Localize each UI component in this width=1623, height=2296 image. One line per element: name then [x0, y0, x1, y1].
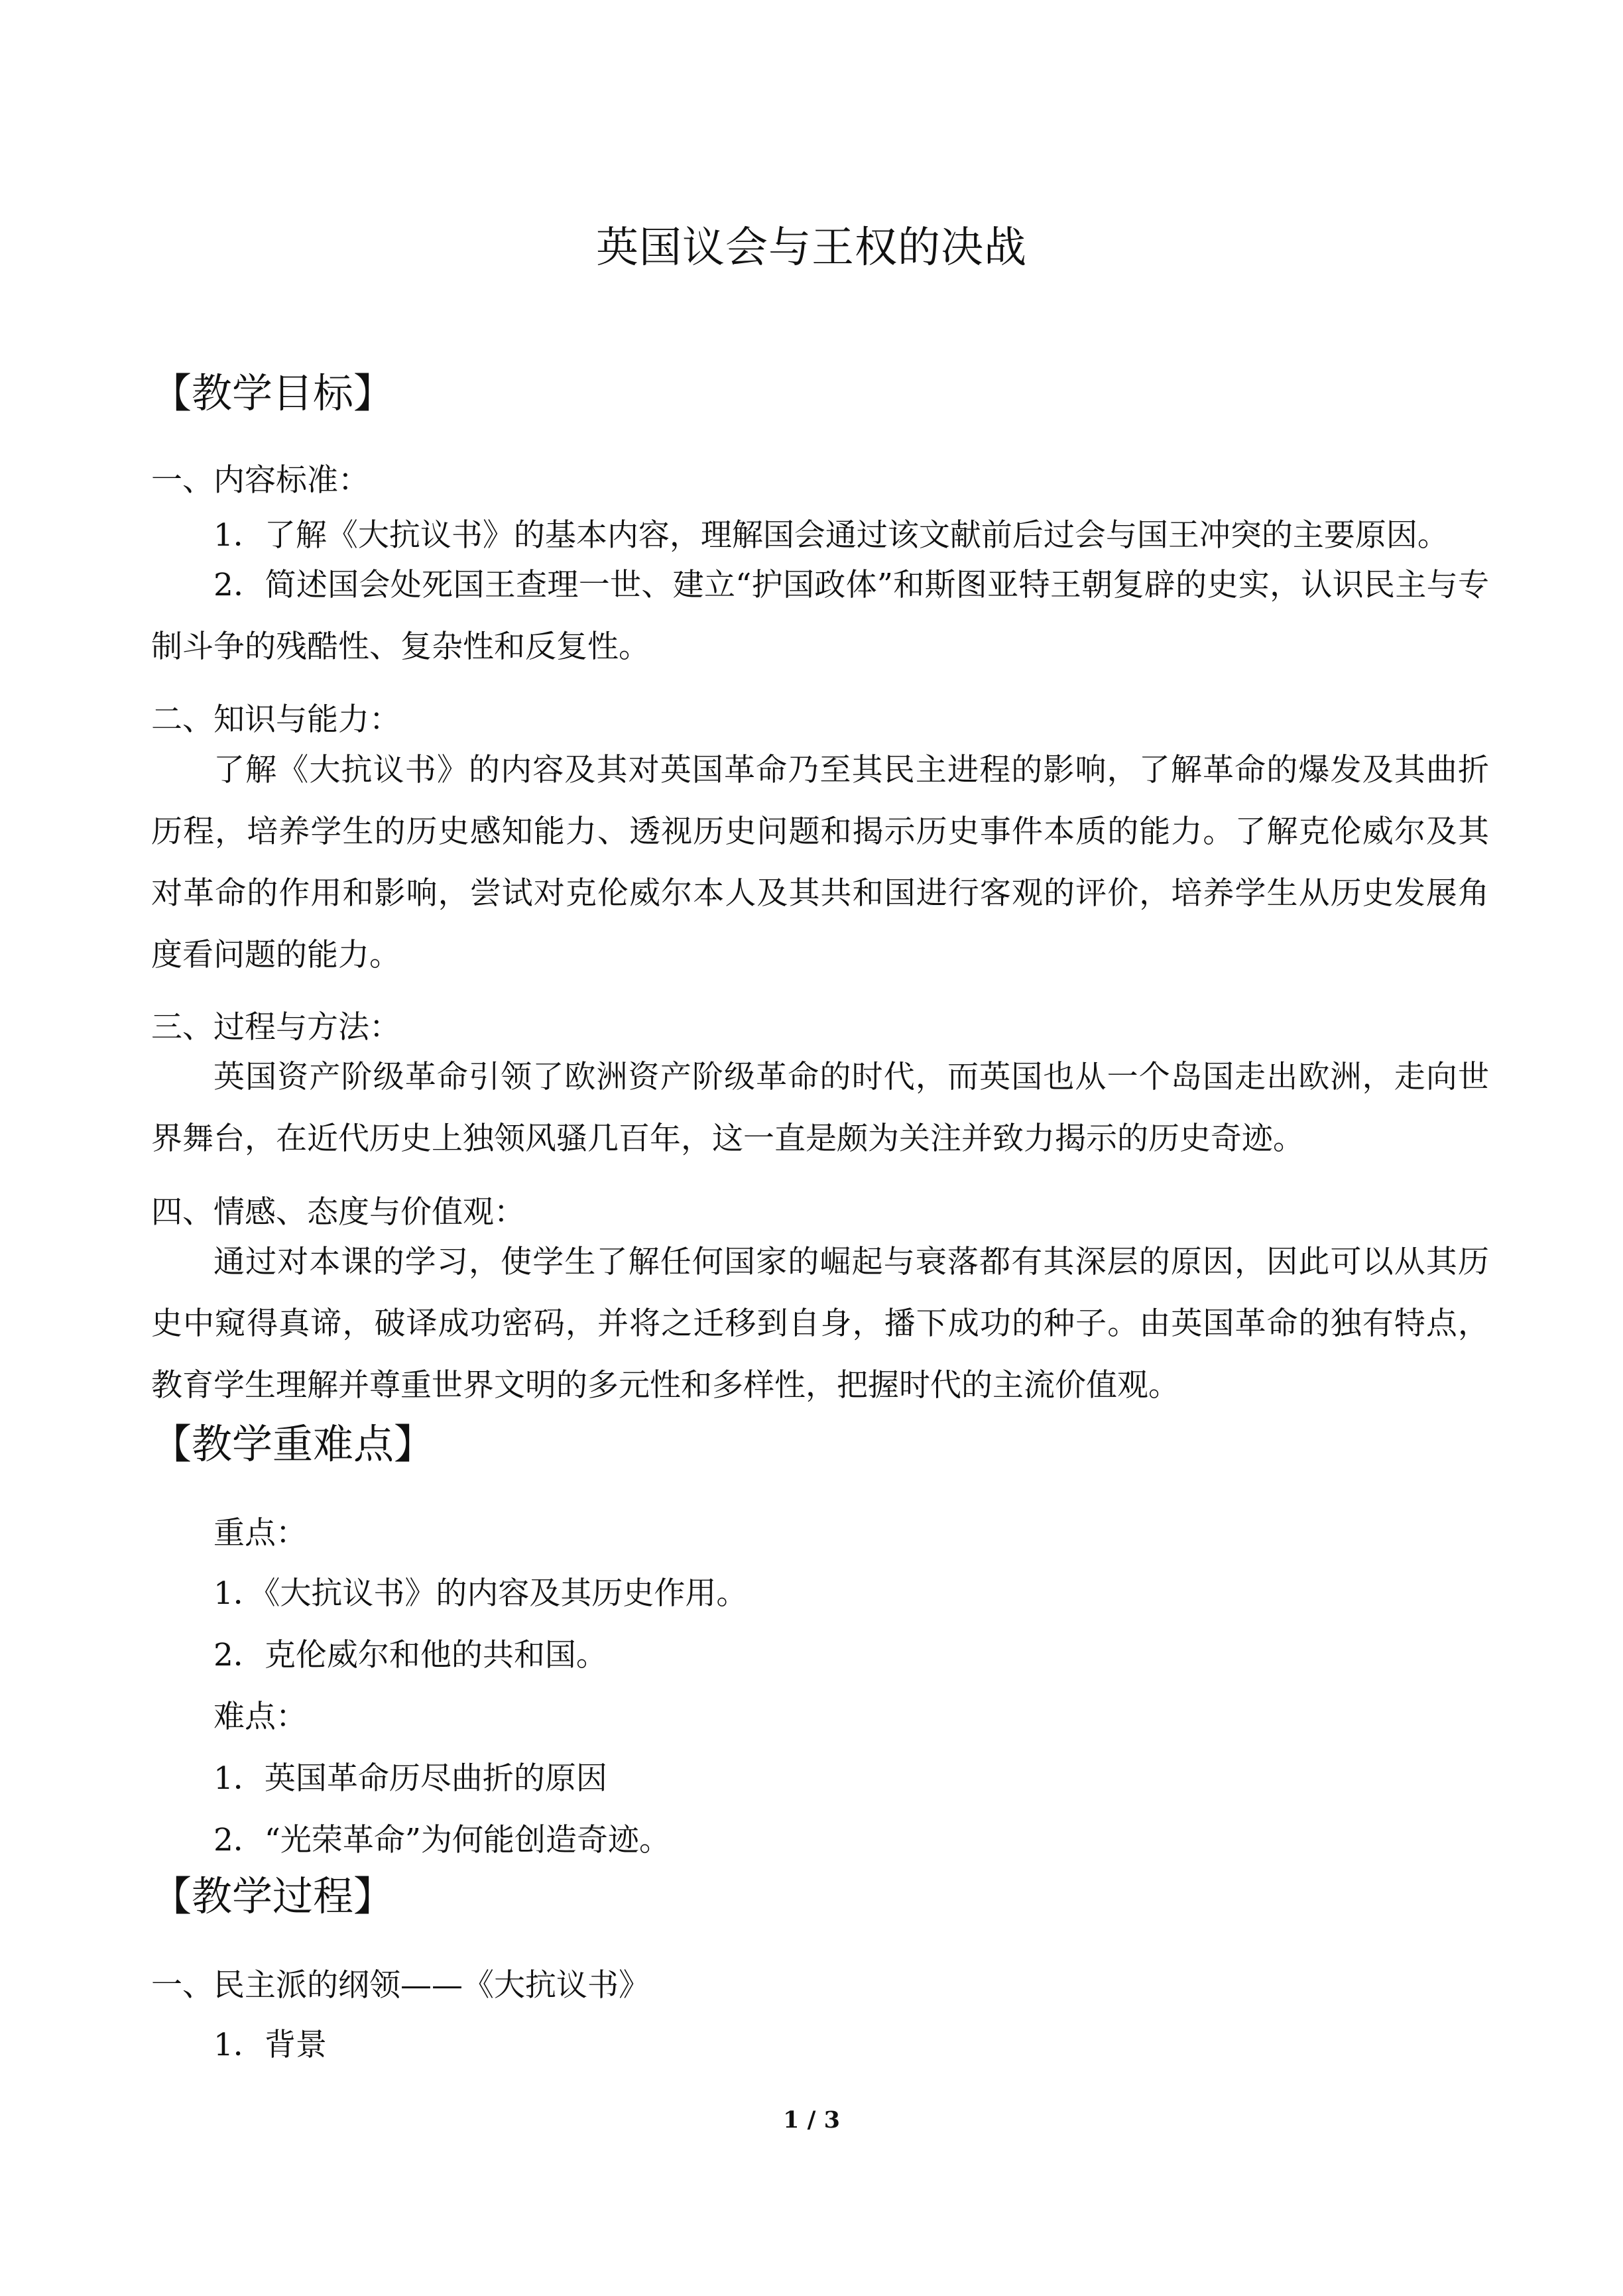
content-standard-item-1: 1．了解《大抗议书》的基本内容，理解国会通过该文献前后过会与国王冲突的主要原因。	[213, 517, 1449, 554]
label-values: 四、情感、态度与价值观：	[151, 1194, 525, 1231]
focus-item-2: 2．克伦威尔和他的共和国。	[213, 1637, 607, 1673]
knowledge-ability-text: 了解《大抗议书》的内容及其对英国革命乃至其民主进程的影响，了解革命的爆发及其曲折历程，培养学生的历史感知能力、透视历史问题和揭示历史事件本质的能力。了解克伦威尔及其对革命的作用和影响，尝试对克伦威尔本人及其共和国进行客观的评价，培养学生从历史发展角度看问题的能力。	[151, 752, 1489, 973]
focus-item-1: 1．《大抗议书》的内容及其历史作用。	[213, 1575, 748, 1612]
difficulty-item-2: 2．“光荣革命”为何能创造奇迹。	[213, 1822, 670, 1858]
label-content-standard: 一、内容标准：	[151, 462, 369, 499]
label-difficulty: 难点：	[213, 1699, 307, 1735]
difficulty-item-1: 1．英国革命历尽曲折的原因	[213, 1760, 607, 1797]
heading-teaching-objectives: 【教学目标】	[151, 370, 394, 417]
label-focus: 重点：	[213, 1515, 307, 1551]
content-standard-item-2: 2．简述国会处死国王查理一世、建立“护国政体”和斯图亚特王朝复辟的史实，认识民主与专制斗争的残酷性、复杂性和反复性。	[151, 567, 1489, 665]
heading-key-difficult-points: 【教学重难点】	[151, 1421, 435, 1468]
page-number: 1 / 3	[783, 2106, 840, 2134]
label-knowledge-ability: 二、知识与能力：	[151, 701, 400, 738]
heading-teaching-process: 【教学过程】	[151, 1873, 394, 1920]
process-method-text: 英国资产阶级革命引领了欧洲资产阶级革命的时代，而英国也从一个岛国走出欧洲，走向世界舞台，在近代历史上独领风骚几百年，这一直是颇为关注并致力揭示的历史奇迹。	[151, 1059, 1489, 1157]
document-title: 英国议会与王权的决战	[596, 223, 1027, 272]
process-part-1-item-1: 1．背景	[213, 2027, 327, 2063]
values-text: 通过对本课的学习，使学生了解任何国家的崛起与衰落都有其深层的原因，因此可以从其历史中窥得真谛，破译成功密码，并将之迁移到自身，播下成功的种子。由英国革命的独有特点，教育学生理解并尊重世界文明的多元性和多样性，把握时代的主流价值观。	[151, 1244, 1489, 1404]
label-process-method: 三、过程与方法：	[151, 1009, 400, 1046]
process-part-1-title: 一、民主派的纲领——《大抗议书》	[151, 1967, 650, 2004]
